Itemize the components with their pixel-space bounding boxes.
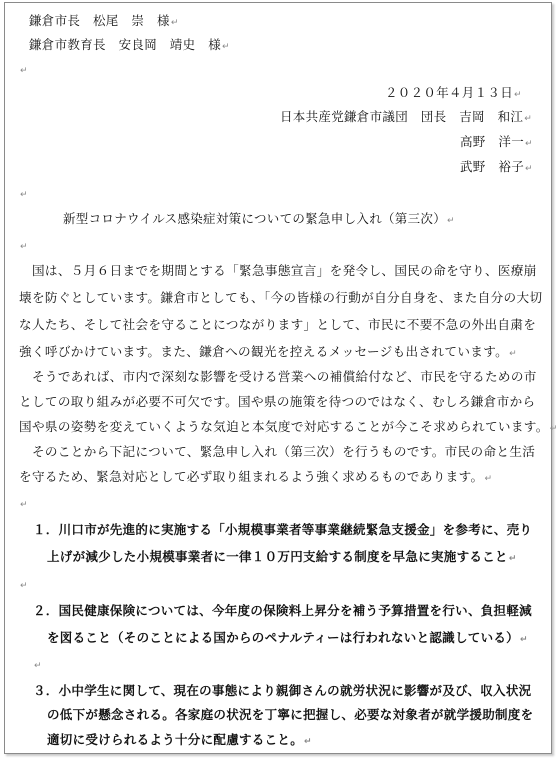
paragraph-mark: ↵ <box>20 66 28 76</box>
paragraph-mark: ↵ <box>549 424 558 434</box>
paragraph-mark: ↵ <box>525 164 533 174</box>
document-page <box>4 2 558 754</box>
paragraph-mark: ↵ <box>484 474 493 484</box>
blank-line <box>19 185 28 203</box>
document-title: 新型コロナウイルス感染症対策についての緊急申し入れ（第三次）↵ <box>63 211 455 226</box>
paragraph-mark: ↵ <box>20 500 28 510</box>
item-3-line-3: 適切に受けられるよう十分に配慮すること。↵ <box>47 732 312 747</box>
paragraph-mark: ↵ <box>514 90 522 100</box>
addressee-mayor: 鎌倉市長 松尾 崇 様↵ <box>29 13 179 28</box>
paragraph-2-line-1: そうであれば、市内で深刻な影響を受ける営業への補償給付など、市民を守るための市 <box>19 369 537 384</box>
blank-line <box>33 656 42 674</box>
blank-line <box>19 495 28 513</box>
paragraph-mark: ↵ <box>524 114 533 124</box>
paragraph-1-line-4: 強く呼びかけています。また、鎌倉への観光を控えるメッセージも出されています。↵ <box>19 344 517 359</box>
paragraph-mark: ↵ <box>525 139 533 149</box>
paragraph-2-line-2: としての取り組みが必要不可欠です。国や県の施策を待つのではなく、むしろ鎌倉市から <box>19 394 536 409</box>
paragraph-mark: ↵ <box>34 661 42 671</box>
paragraph-mark: ↵ <box>20 242 28 252</box>
document-date: ２０２０年４月１３日↵ <box>385 85 522 100</box>
paragraph-mark: ↵ <box>509 349 517 359</box>
paragraph-mark: ↵ <box>519 635 528 645</box>
item-3-line-1: ３．小中学生に関して、現在の事態により親御さんの就労状況に影響が及び、収入状況 <box>33 683 532 698</box>
paragraph-3-line-1: そのことから下記について、緊急申し入れ（第三次）を行うものです。市民の命と生活 <box>19 444 536 459</box>
paragraph-2-line-3: 国や県の姿勢を変えていくような気迫と本気度で対応することが今こそ求められています。↵ <box>19 419 558 434</box>
paragraph-mark: ↵ <box>304 737 312 747</box>
addressee-superintendent: 鎌倉市教育長 安良岡 靖史 様↵ <box>29 37 230 52</box>
blank-line <box>19 237 28 255</box>
item-1-line-2: 上げが減少した小規模事業者に一律１０万円支給する制度を早急に実施すること↵ <box>47 549 517 564</box>
sender-member-takano: 高野 洋一↵ <box>460 134 533 149</box>
paragraph-1-line-2: 壊を防ぐとしています。鎌倉市としても、「今の皆様の行動が自分自身を、また自分の大切 <box>19 290 543 305</box>
blank-line <box>19 61 28 79</box>
paragraph-mark: ↵ <box>447 216 455 226</box>
paragraph-mark: ↵ <box>20 190 28 200</box>
item-2-line-2: を図ること（そのことによる国からのペナルティーは行われないと認識している）↵ <box>47 630 528 645</box>
sender-leader: 日本共産党鎌倉市議団 団長 吉岡 和江↵ <box>280 109 533 124</box>
paragraph-mark: ↵ <box>222 42 230 52</box>
item-2-line-1: ２．国民健康保険については、今年度の保険料上昇分を補う予算措置を行い、負担軽減 <box>33 603 532 618</box>
paragraph-1-line-1: 国は、５月６日までを期間とする「緊急事態宣言」を発令し、国民の命を守り、医療崩 <box>19 263 537 278</box>
paragraph-mark: ↵ <box>508 554 517 564</box>
paragraph-1-line-3: な人たち、そして社会を守ることにつながります」として、市民に不要不急の外出自粛を <box>19 317 537 332</box>
blank-line <box>19 576 28 594</box>
paragraph-3-line-2: を守るため、緊急対応として必ず取り組まれるよう強く求めるものであります。↵ <box>19 469 493 484</box>
paragraph-mark: ↵ <box>170 18 179 28</box>
sender-member-takeno: 武野 裕子↵ <box>460 159 533 174</box>
item-1-line-1: １．川口市が先進的に実施する「小規模事業者等事業継続緊急支援金」を参考に、売り <box>33 522 533 537</box>
item-3-line-2: の低下が懸念される。各家庭の状況を丁寧に把握し、必要な対象者が就学援助制度を <box>47 707 534 722</box>
paragraph-mark: ↵ <box>20 581 28 591</box>
